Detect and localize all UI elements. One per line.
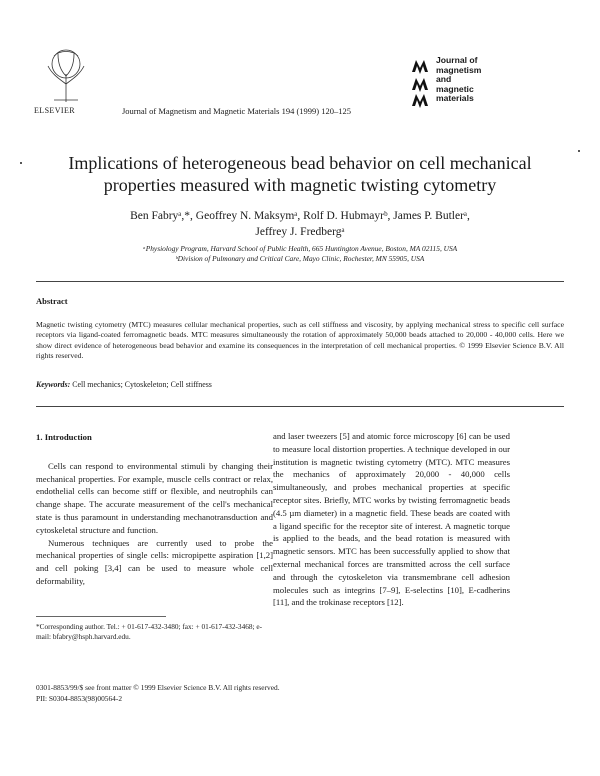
title-line: properties measured with magnetic twisting cytometry (103, 175, 497, 195)
journal-logo-line: materials (436, 93, 474, 104)
scan-speck (20, 162, 22, 164)
abstract-heading: Abstract (36, 296, 68, 306)
keywords (36, 380, 564, 389)
author-list (30, 208, 570, 240)
divider (36, 281, 564, 282)
keywords-label: Keywords: (36, 380, 71, 389)
footnote: *Corresponding author. Tel.: + 01-617-432-3480; fax: + 01-617-432-3468; e-mail: bfabry@hsph.harvard.edu. (36, 622, 263, 641)
elsevier-tree-icon (36, 44, 96, 104)
abstract-text: Magnetic twisting cytometry (MTC) measures cellular mechanical properties, such as cell stiffness and viscosity, by applying mechanical stress to specific cell surface receptors via ligand-coated ferromagnetic beads. MTC measures simultaneously the rotation of approximately 50,000 beads attached to 20,000 - 40,000 cells. Here we show direct evidence of heterogeneous bead behavior and examine its consequences in the interpretation of cell mechanical properties. © 1999 Elsevier Science B.V. All rights reserved. (36, 320, 564, 361)
footnote-rule (36, 616, 166, 617)
journal-logo (410, 56, 560, 116)
journal-logo-line: magnetism (436, 64, 482, 75)
publisher-name: ELSEVIER (34, 106, 75, 115)
copyright-block (36, 683, 564, 704)
affiliation-a: ᵃPhysiology Program, Harvard School of Public Health, 665 Huntington Avenue, Boston, MA 02115, USA (142, 244, 458, 253)
journal-logo-line: and (436, 74, 452, 85)
affiliation-b: ᵇDivision of Pulmonary and Critical Care, Mayo Clinic, Rochester, MN 55905, USA (175, 254, 425, 263)
article-title (30, 152, 570, 196)
title-line: Implications of heterogeneous bead behavior on cell mechanical (68, 153, 532, 173)
body-column-right (273, 430, 510, 609)
section-heading: 1. Introduction (36, 432, 92, 442)
body-column-left (36, 431, 273, 588)
copyright-line: 0301-8853/99/$ see front matter © 1999 Elsevier Science B.V. All rights reserved. (36, 683, 280, 692)
journal-logo-line: magnetic (436, 83, 474, 94)
divider (36, 406, 564, 407)
journal-logo-text (436, 56, 481, 104)
authors-line: Jeffrey J. Fredbergᵃ (255, 226, 345, 238)
running-head: Journal of Magnetism and Magnetic Materials 194 (1999) 120–125 (122, 106, 351, 116)
paragraph: Numerous techniques are currently used to probe the mechanical properties of single cells: micropipette aspiration [1,2] and cell poking [3,4] can be used to measure whole cell deformability, (36, 537, 273, 586)
journal-m-icon (410, 58, 434, 108)
paragraph: Cells can respond to environmental stimuli by changing their mechanical properties. For example, muscle cells contract or relax, endothelial cells can become stiff or flexible, and neutrophils can change shape. The accurate measurement of the cell's mechanical state is thus paramount in understanding mechanotransduction and cytoskeletal structure and function. (36, 460, 273, 535)
journal-logo-line: Journal of (436, 55, 478, 65)
scan-speck (578, 150, 580, 152)
keywords-list: Cell mechanics; Cytoskeleton; Cell stiffness (72, 380, 212, 389)
authors-line: Ben Fabryᵃ,*, Geoffrey N. Maksymᵃ, Rolf D. Hubmayrᵇ, James P. Butlerᵃ, (130, 210, 470, 222)
paragraph: and laser tweezers [5] and atomic force microscopy [6] can be used to measure local distortion properties. A technique developed in our institution is magnetic twisting cytometry (MTC). MTC measures the mechanics of approximately 20,000 - 40,000 cells simultaneously, and probes mechanical properties at specific receptor sites. Briefly, MTC works by twisting ferromagnetic beads (4.5 µm diameter) in a magnetic field. These beads are coated with a ligand specific for the receptor site of interest. A magnetic torque is applied to the beads, and the bead rotation is measured with magnetic sensors. MTC has been successfully applied to show that external mechanical forces are transmitted across the cell surface and through the cytoskeleton via transmembrane cell adhesion molecules such as integrins [7–9], E-selectins [10], E-cadherins [11], and the trokinase receptors [12]. (273, 431, 510, 608)
affiliations (40, 244, 560, 264)
pii-line: PII: S0304-8853(98)00564-2 (36, 693, 123, 703)
